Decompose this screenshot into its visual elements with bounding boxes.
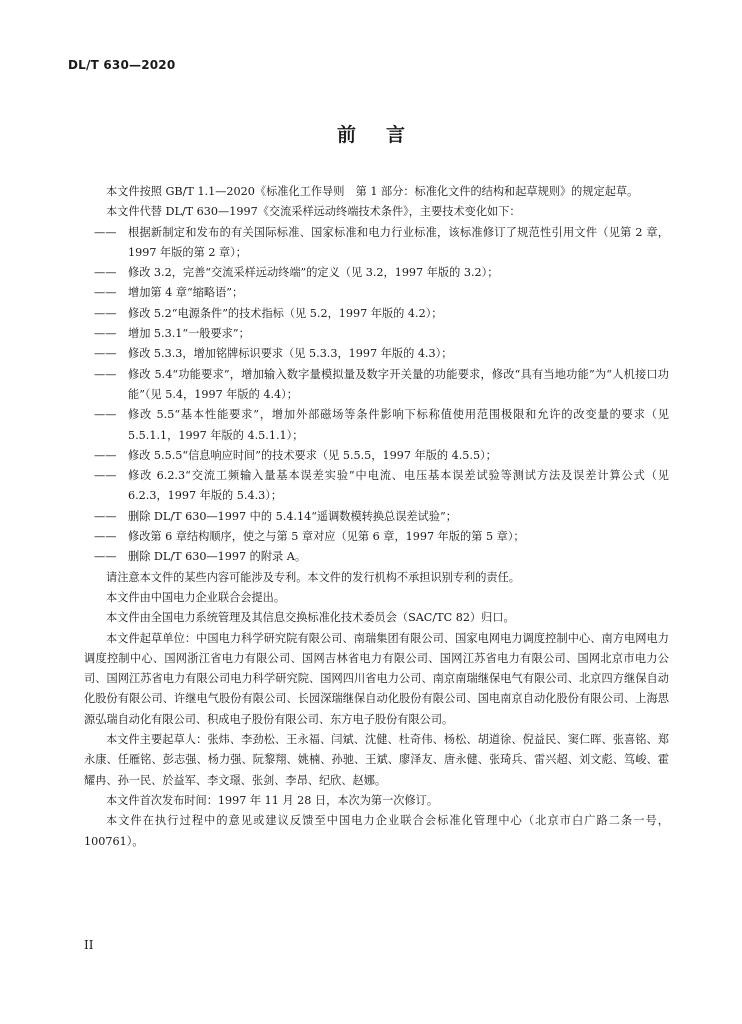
change-item bbox=[84, 223, 669, 264]
change-item bbox=[84, 466, 669, 507]
change-dash: —— bbox=[94, 327, 117, 341]
change-dash: —— bbox=[94, 509, 117, 523]
change-dash: —— bbox=[94, 469, 117, 483]
change-item bbox=[84, 304, 669, 324]
change-text: 增加第 4 章“缩略语”； bbox=[128, 286, 244, 300]
change-item bbox=[84, 446, 669, 466]
change-text: 修改 5.4“功能要求”，增加输入数字量模拟量及数字开关量的功能要求，修改“具有当地功能”为“人机接口功能”（见 5.4，1997 年版的 4.4）； bbox=[128, 367, 669, 401]
change-text: 根据新制定和发布的有关国际标准、国家标准和电力行业标准，该标准修订了规范性引用文件（见第 2 章，1997 年版的第 2 章）； bbox=[128, 225, 669, 259]
change-item bbox=[84, 365, 669, 406]
change-item bbox=[84, 405, 669, 446]
change-item bbox=[84, 507, 669, 527]
paragraph-replaces: 本文件代替 DL/T 630—1997《交流采样远动终端技术条件》，主要技术变化如下： bbox=[106, 205, 521, 219]
change-item bbox=[84, 547, 669, 567]
change-text: 修改 5.5.5“信息响应时间”的技术要求（见 5.5.5，1997 年版的 4.5.5）； bbox=[128, 448, 497, 462]
change-text: 修改第 6 章结构顺序，使之与第 5 章对应（见第 6 章，1997 年版的第 5 章）； bbox=[128, 530, 525, 544]
document-body bbox=[84, 182, 669, 852]
change-text: 修改 3.2，完善“交流采样远动终端”的定义（见 3.2，1997 年版的 3.2）； bbox=[128, 266, 499, 280]
paragraph-feedback: 本文件在执行过程中的意见或建议反馈至中国电力企业联合会标准化管理中心（北京市白广路二条一号，100761）。 bbox=[84, 814, 669, 848]
page-title: 前言 bbox=[336, 124, 435, 146]
change-dash: —— bbox=[94, 367, 117, 381]
change-text: 修改 5.5“基本性能要求”，增加外部磁场等条件影响下标称值使用范围极限和允许的改变量的要求（见 5.5.1.1，1997 年版的 4.5.1.1）； bbox=[128, 408, 669, 442]
change-item bbox=[84, 344, 669, 364]
change-dash: —— bbox=[94, 408, 117, 422]
change-dash: —— bbox=[94, 286, 117, 300]
paragraph-drafters: 本文件主要起草人：张炜、李劲松、王永福、闫斌、沈健、杜奇伟、杨松、胡道徐、倪益民、窦仁晖、张喜铭、郑永康、任雁铭、彭志强、杨力强、阮黎翔、姚楠、孙驰、王斌、廖泽友、唐永健、张琦兵、雷兴超、刘文彪、笃峻、霍耀冉、孙一民、於益军、李文璟、张剑、李昂、纪欣、赵娜。 bbox=[84, 733, 669, 787]
paragraph-first-release: 本文件首次发布时间：1997 年 11 月 28 日，本次为第一次修订。 bbox=[106, 793, 439, 807]
paragraph-technical-committee: 本文件由全国电力系统管理及其信息交换标准化技术委员会（SAC/TC 82）归口。 bbox=[106, 611, 515, 625]
paragraph-drafting-units: 本文件起草单位：中国电力科学研究院有限公司、南瑞集团有限公司、国家电网电力调度控制中心、南方电网电力调度控制中心、国网浙江省电力有限公司、国网吉林省电力有限公司、国网江苏省电力有限公司、国网北京市电力公司、国网江苏省电力有限公司电力科学研究院、国网四川省电力公司、南京南瑞继保电气有限公司、北京四方继保自动化股份有限公司、许继电气股份有限公司、长园深瑞继保自动化股份有限公司、国电南京自动化股份有限公司、上海思源弘瑞自动化有限公司、积成电子股份有限公司、东方电子股份有限公司。 bbox=[84, 631, 669, 726]
standard-code: DL/T 630—2020 bbox=[68, 58, 176, 72]
change-dash: —— bbox=[94, 225, 117, 239]
change-item bbox=[84, 527, 669, 547]
change-text: 增加 5.3.1“一般要求”； bbox=[128, 327, 250, 341]
paragraph-drafting-rules: 本文件按照 GB/T 1.1—2020《标准化工作导则 第 1 部分：标准化文件的结构和起草规则》的规定起草。 bbox=[106, 185, 639, 198]
page-number: II bbox=[84, 938, 94, 952]
change-dash: —— bbox=[94, 266, 117, 280]
change-text: 删除 DL/T 630—1997 中的 5.4.14“遥调数模转换总误差试验”； bbox=[128, 509, 457, 523]
change-item bbox=[84, 283, 669, 303]
paragraph-proposer: 本文件由中国电力企业联合会提出。 bbox=[106, 590, 286, 604]
change-item bbox=[84, 263, 669, 283]
change-text: 修改 5.2“电源条件”的技术指标（见 5.2，1997 年版的 4.2）； bbox=[128, 306, 443, 320]
change-text: 修改 6.2.3“交流工频输入量基本误差实验”中电流、电压基本误差试验等测试方法及误差计算公式（见 6.2.3，1997 年版的 5.4.3）； bbox=[128, 469, 669, 503]
change-text: 修改 5.3.3，增加铭牌标识要求（见 5.3.3，1997 年版的 4.3）； bbox=[128, 347, 453, 361]
change-item bbox=[84, 324, 669, 344]
change-dash: —— bbox=[94, 550, 117, 564]
change-dash: —— bbox=[94, 530, 117, 544]
change-dash: —— bbox=[94, 306, 117, 320]
change-dash: —— bbox=[94, 448, 117, 462]
change-dash: —— bbox=[94, 347, 117, 361]
paragraph-patent-notice: 请注意本文件的某些内容可能涉及专利。本文件的发行机构不承担识别专利的责任。 bbox=[106, 570, 520, 584]
change-text: 删除 DL/T 630—1997 的附录 A。 bbox=[128, 550, 307, 564]
